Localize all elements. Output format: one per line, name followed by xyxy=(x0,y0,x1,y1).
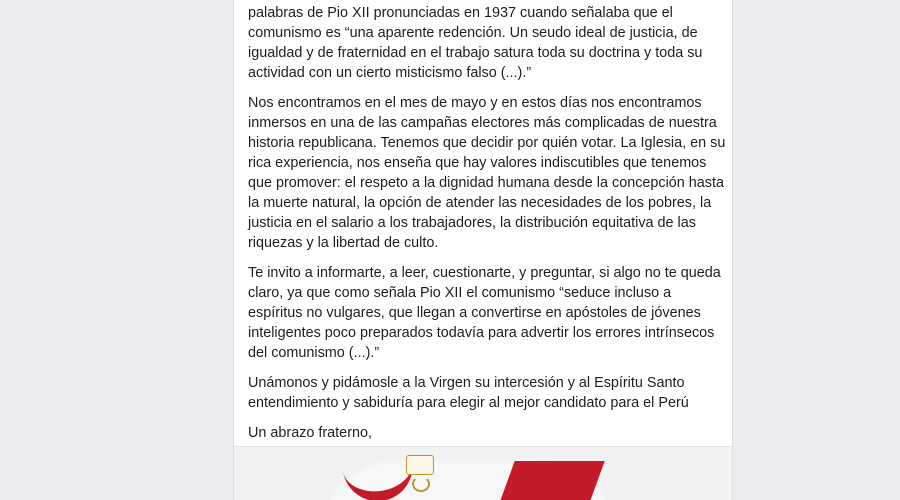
post-paragraph-4: Unámonos y pidámosle a la Virgen su intercesión y al Espíritu Santo entendimiento y sabiduría para elegir al mejor candidato para el Perú xyxy=(248,375,689,411)
post-paragraph-2: Nos encontramos en el mes de mayo y en estos días nos encontramos inmersos en una de las campañas electores más complicadas de nuestra historia republicana. Tenemos que decidir por quién votar. La Iglesia, en su rica experiencia, nos enseña que hay valores indiscutibles que tenemos que promover: el respeto a la dignidad humana desde la concepción hasta la muerte natural, la opción de atender las necesidades de los pobres, la justicia en el salario a los trabajadores, la distribución equitativa de las riquezas y la libertad de culto. xyxy=(248,95,726,251)
post-card xyxy=(233,0,733,500)
post-paragraph-1: palabras de Pio XII pronunciadas en 1937 cuando señalaba que el comunismo es “una aparente redención. Un seudo ideal de justicia, de igualdad y de fraternidad en el trabajo satura toda su doctrina y toda su actividad con un cierto misticismo falso (...).” xyxy=(248,5,703,81)
post-paragraph-3: Te invito a informarte, a leer, cuestionarte, y preguntar, si algo no te queda claro, ya que como señala Pio XII el comunismo “seduce incluso a espíritus no vulgares, que llegan a convertirse en apóstoles de jóvenes inteligentes poco preparados todavía para advertir los errores intrínsecos del comunismo (...).” xyxy=(248,265,721,361)
closing-text: Un abrazo fraterno, xyxy=(248,425,372,441)
crest-icon xyxy=(406,455,434,475)
post-body xyxy=(248,3,726,463)
post-image[interactable] xyxy=(234,446,732,500)
laurel-icon xyxy=(412,476,430,492)
